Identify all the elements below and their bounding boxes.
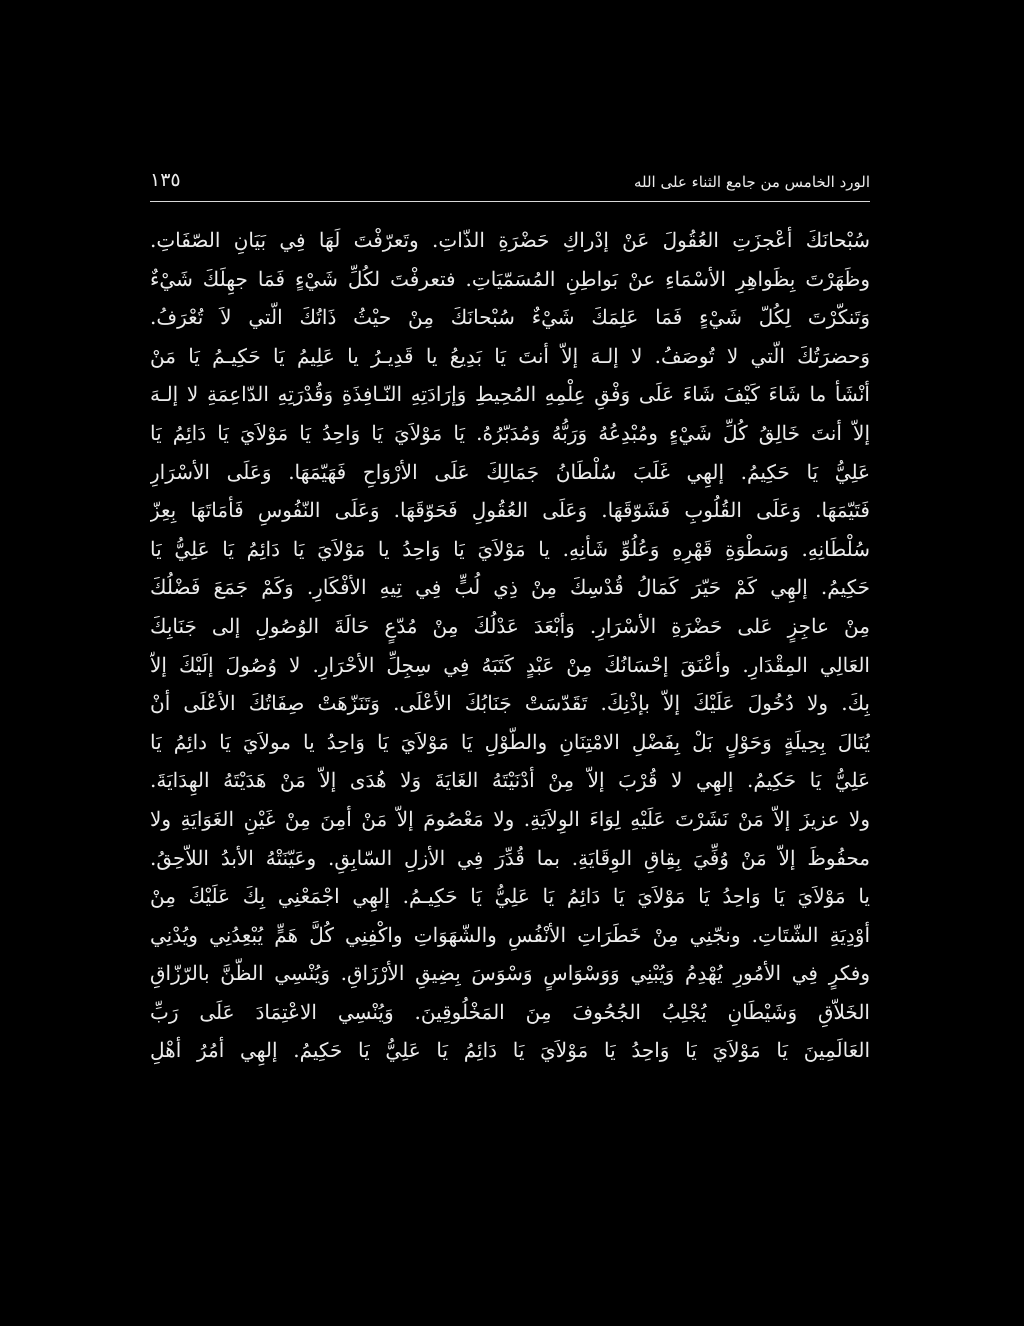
book-page [150,165,870,1165]
text-line: يُنَالَ بِحِيلَةٍ وَحَوْلٍ بَلْ بِفَضْلِ الامْتِنَانِ والطّوْلِ يَا مَوْلاَيَ يَا وَاحِدُ يا مولاَيَ يَا دائِمُ يَا [150,729,870,754]
text-line: بِكَ. ولا دُخُولَ عَلَيْكَ إلاّ بإذْنِكَ. تَقَدّسَتْ جَنَابُكَ الأعْلَى. وَتَنَزّهَتْ صِفَاتُكَ الأعْلَى أنْ [150,691,870,716]
text-line: مِنْ عاجِزٍ عَلى حَضْرَةِ الأسْرَارِ. وَأبْعَدَ عَدْلُكَ مِنْ مُدّعٍ حَالَةَ الوُصُولِ إلى جَنَابِكَ [150,613,870,638]
text-line: العَالِي المِقْدَارِ. وأعْنَقَ إحْسَانُكَ مِنْ عَبْدٍ كَتَبَهُ فِي سِجِلِّ الأحْرَارِ. لا وُصُولَ إلَيْكَ إلاّ [150,652,870,677]
text-line: حَكِيمُ. إلهِي كَمْ حَيّرَ كَمَالُ قُدْسِكَ مِنْ ذِي لُبٍّ فِي تِيهِ الأفْكَارِ. وَكَمْ جَمَعَ فَضْلُكَ [150,575,870,600]
text-line: سُلْطَانِهِ. وَسَطْوَةِ قَهْرِهِ وَعُلُوِّ شَأنِهِ. يا مَوْلاَيَ يَا وَاحِدُ يا مَوْلاَيَ يَا دَائِمُ يَا عَلِيُّ يَا [150,536,870,561]
text-line: يا مَوْلاَيَ يَا وَاحِدُ يَا مَوْلاَيَ يَا دَائِمُ يَا عَلِيُّ يَا حَكِيـمُ. إلهِي اجْمَعْنِي بِكَ عَلَيْكَ مِنْ [150,884,870,909]
text-line: أوْدِيَةِ الشّتَاتِ. ونجّنِي مِنْ خَطَرَاتِ الأنْفُسِ والشّهَوَاتِ واكْفِنِي كُلَّ هَمٍّ يُبْعِدُنِي ويُدْنِي [150,922,870,947]
text-line: عَلِيُّ يَا حَكِيمُ. إلهِي غَلَبَ سُلْطَانُ جَمَالِكَ عَلَى الأرْوَاحِ فَهَيّمَهَا. وَعَلَى الأسْرَارِ [150,459,870,484]
text-line: وَحضرَتُكَ الّتي لا تُوصَفُ. لا إلـهَ إلاّ أنتَ يَا بَدِيعُ يا قَدِيـرُ يا عَلِيمُ يَا حَكِيـمُ يَا مَنْ [150,343,870,368]
body-text [150,221,870,1070]
text-line: إلاّ أنتَ خَالِقُ كُلِّ شَيْءٍ ومُبْدِعُهُ وَرَبُّهُ وَمُدَبّرُهُ. يَا مَوْلاَيَ يَا وَاحِدُ يَا مَوْلاَيَ يَا دَائِمُ يَا [150,420,870,445]
text-line: وفكرٍ فِي الأمُورِ يُهْدِمُ وَيُبْنِي وَوَسْوَاسٍ وَسْوَسَ بِضِيقِ الأرْزَاقِ. وَيُنْسِي الظّنَّ بالرّزّاقِ [150,961,870,986]
text-line: وَتَنكّرْتَ لِكُلّ شَيْءٍ فَمَا عَلِمَكَ شَيْءٌ سُبْحانَكَ مِنْ حيْثُ ذَاتُكَ الّتي لاَ تُعْرَفُ. [150,305,870,330]
page-number: ١٣٥ [150,169,181,191]
running-head [150,165,870,202]
text-line: فَتَيّمَهَا. وَعَلَى القُلُوبِ فَشَوّقَهَا. وَعَلَى العُقُولِ فَحَوّقَهَا. وَعَلَى النّفُوسِ فَأمَاتَهَا بِعِزّ [150,498,870,523]
text-line: محفُوظَ إلاّ مَنْ وُفِّيَ بِقِاقِ الوِقَايَةِ. بما قُدِّرَ فِي الأزلِ السّابِقِ. وعَيّنَتْهُ الأبدُ اللاّحِقُ. [150,845,870,870]
text-line: الخَلاّقِ وَشَيْطَانِ يُجْلِبُ الجُحُوفَ مِنَ المَخْلُوقِينَ. وَيُنْسِي الاعْتِمَادَ عَلَى رَبِّ [150,999,870,1024]
text-line: ولا عزيزَ إلاّ مَنْ نَشَرْتَ عَلَيْهِ لِوَاءَ الوِلاَيَةِ. ولا مَعْصُومَ إلاّ مَنْ أمِنَ مِنْ غَيْنِ الغَوَايَةِ ولا [150,806,870,831]
text-line: العَالَمِينَ يَا مَوْلاَيَ يَا وَاحِدُ يَا مَوْلاَيَ يَا دَائِمُ يَا عَلِيُّ يَا حَكِيمُ. إلهِي أمُرُ أهْلِ [150,1038,870,1063]
running-head-title: الورد الخامس من جامع الثناء على الله [633,173,870,191]
text-line: أنْشَأ ما شَاءَ كَيْفَ شَاءَ عَلَى وَفْقِ عِلْمِهِ المُحِيطِ وَإرَادَتِهِ النّـافِذَةِ وَقُدْرَتِهِ الدّاعِمَةِ لا إلـهَ [150,382,870,407]
text-line: عَلِيُّ يَا حَكِيمُ. إلهِي لا قُرْبَ إلاّ مِنْ أدْنَيْتَهُ الغَايَةَ وَلا هُدَى إلاّ مَنْ هَدَيْتَهُ الهِدَايَةَ. [150,768,870,793]
text-line: سُبْحانَكَ أعْجزَتِ العُقُولَ عَنْ إدْراكِ حَضْرَةِ الذّاتِ. وتَعرّفْتَ لَهَا فِي بَيَانِ الصّفَاتِ. [150,228,870,252]
text-line: وظَهَرْتَ بِظَواهِرِ الأسْمَاءِ عنْ بَواطِنِ المُسَمّيَاتِ. فتعرفْتَ لكُلِّ شَيْءٍ فَمَا جهِلَكَ شَيْءٌ [150,266,870,291]
